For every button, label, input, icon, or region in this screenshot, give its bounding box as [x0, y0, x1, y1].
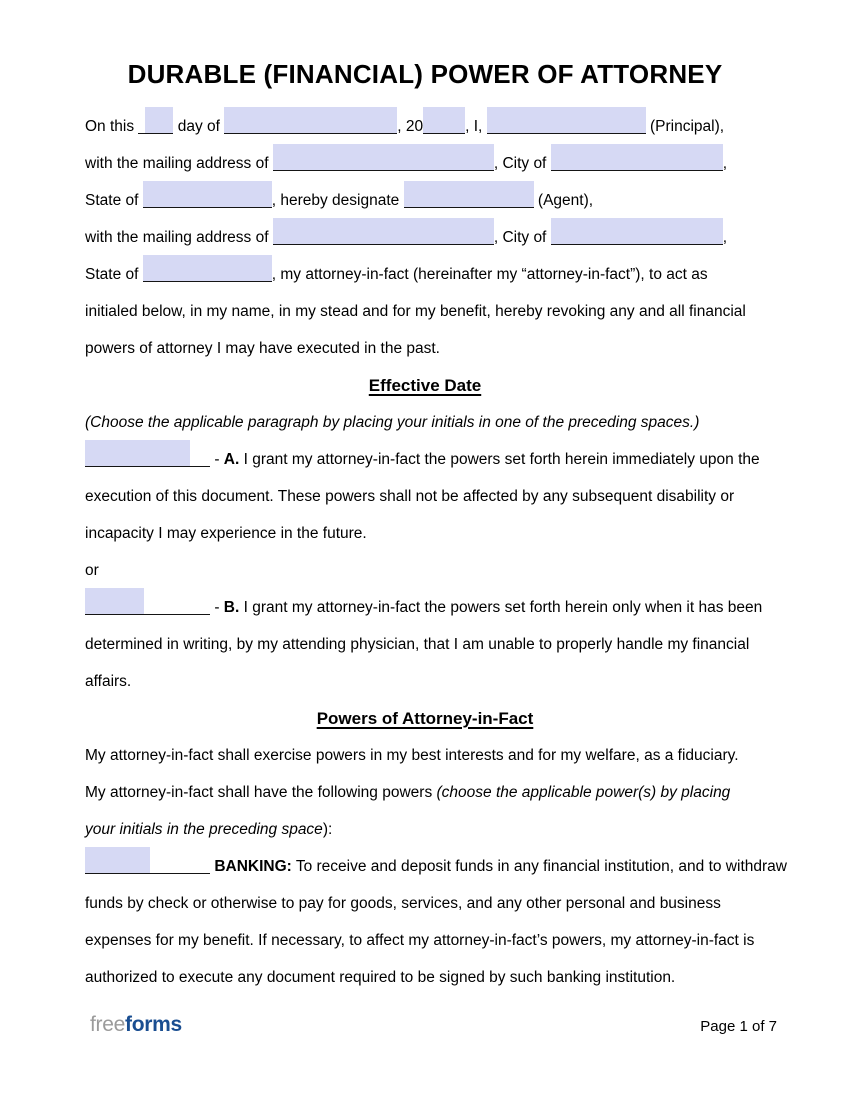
logo-text-forms: forms — [125, 1013, 182, 1036]
initials-option-a-field[interactable] — [85, 440, 210, 467]
intro-line-1 — [85, 99, 765, 136]
text-run: initialed below, in my name, in my stead and for my benefit, hereby revoking any and all financial — [85, 303, 746, 320]
agent-name-field[interactable] — [404, 181, 534, 208]
intro-line-3 — [85, 173, 765, 210]
intro-line-7 — [85, 321, 765, 358]
text-run: (Principal), — [650, 118, 725, 135]
field-highlight — [551, 218, 723, 244]
text-run: with the mailing address of — [85, 229, 269, 246]
text-run: execution of this document. These powers shall not be affected by any subsequent disability or — [85, 488, 735, 505]
option-a-line-1 — [85, 432, 765, 469]
text-run: My attorney-in-fact shall exercise powers in my best interests and for my welfare, as a fiduciary. — [85, 747, 739, 764]
agent-state-field[interactable] — [143, 255, 272, 282]
or-separator — [85, 543, 765, 580]
field-highlight — [404, 181, 534, 207]
section-heading: Effective Date — [368, 376, 482, 395]
field-highlight — [224, 107, 397, 133]
text-run: My attorney-in-fact shall have the following powers — [85, 784, 437, 801]
option-a-line-2 — [85, 469, 765, 506]
agent-address-field[interactable] — [273, 218, 494, 245]
section-heading: Powers of Attorney-in-Fact — [316, 709, 534, 728]
banking-line-2 — [85, 876, 765, 913]
powers-intro-line-1 — [85, 728, 765, 765]
text-run: (choose the applicable power(s) by placing — [436, 784, 731, 801]
banking-line-4 — [85, 950, 765, 987]
text-run: funds by check or otherwise to pay for goods, services, and any other personal and business — [85, 895, 721, 912]
text-run: , 20 — [397, 118, 424, 135]
text-run: with the mailing address of — [85, 155, 269, 172]
option-b-line-1 — [85, 580, 765, 617]
principal-city-field[interactable] — [551, 144, 723, 171]
option-b-label: B. — [223, 599, 240, 616]
text-run: , my attorney-in-fact (hereinafter my “attorney-in-fact”), to act as — [271, 266, 708, 283]
agent-city-field[interactable] — [551, 218, 723, 245]
field-highlight — [145, 107, 173, 133]
banking-label: BANKING: — [214, 858, 292, 875]
powers-intro-line-2 — [85, 765, 765, 802]
text-run: , — [722, 155, 727, 172]
text-run: or — [85, 562, 99, 579]
field-highlight — [85, 440, 190, 466]
month-field[interactable] — [224, 107, 397, 134]
option-a-label: A. — [223, 451, 240, 468]
intro-line-2 — [85, 136, 765, 173]
principal-name-field[interactable] — [487, 107, 646, 134]
intro-line-4 — [85, 210, 765, 247]
intro-line-6 — [85, 284, 765, 321]
field-highlight — [143, 181, 272, 207]
page-number: Page 1 of 7 — [700, 1018, 777, 1035]
text-run: - — [214, 451, 224, 468]
option-b-line-3 — [85, 654, 765, 691]
day-field[interactable] — [138, 107, 173, 134]
intro-line-5 — [85, 247, 765, 284]
text-run: expenses for my benefit. If necessary, to affect my attorney-in-fact’s powers, my attorney-in-fact is — [85, 932, 755, 949]
principal-address-field[interactable] — [273, 144, 494, 171]
text-run: On this — [85, 118, 135, 135]
field-highlight — [487, 107, 646, 133]
field-highlight — [85, 847, 150, 873]
banking-line-1 — [85, 839, 787, 876]
effective-date-heading — [85, 358, 765, 395]
text-run: , I, — [465, 118, 483, 135]
field-highlight — [143, 255, 272, 281]
text-run: , — [722, 229, 727, 246]
text-run: powers of attorney I may have executed in the past. — [85, 340, 440, 357]
effective-date-note — [85, 395, 765, 432]
text-run: ): — [322, 821, 333, 838]
initials-banking-field[interactable] — [85, 847, 210, 874]
text-run: day of — [177, 118, 220, 135]
text-run: , City of — [493, 229, 547, 246]
option-a-line-3 — [85, 506, 765, 543]
document-title: DURABLE (FINANCIAL) POWER OF ATTORNEY — [127, 59, 723, 89]
principal-state-field[interactable] — [143, 181, 272, 208]
field-highlight — [551, 144, 723, 170]
powers-intro-line-3 — [85, 802, 765, 839]
field-highlight — [423, 107, 465, 133]
option-b-line-2 — [85, 617, 765, 654]
field-highlight — [85, 588, 144, 614]
text-run: (Choose the applicable paragraph by placing your initials in one of the preceding spaces.) — [85, 414, 700, 431]
text-run: (Agent), — [537, 192, 594, 209]
text-run: incapacity I may experience in the future. — [85, 525, 367, 542]
text-run: I grant my attorney-in-fact the powers set forth herein only when it has been — [239, 599, 763, 616]
text-run: affairs. — [85, 673, 132, 690]
document-content — [0, 57, 847, 987]
text-run: - — [214, 599, 224, 616]
logo-text-free: free — [90, 1013, 125, 1036]
text-run: determined in writing, by my attending physician, that I am unable to properly handle my financial — [85, 636, 750, 653]
field-highlight — [273, 218, 494, 244]
freeforms-logo — [90, 1013, 182, 1037]
powers-heading — [85, 691, 765, 728]
banking-line-3 — [85, 913, 765, 950]
field-highlight — [273, 144, 494, 170]
text-run: authorized to execute any document required to be signed by such banking institution. — [85, 969, 676, 986]
text-run: your initials in the preceding space — [85, 821, 323, 838]
page-footer — [0, 1013, 847, 1037]
initials-option-b-field[interactable] — [85, 588, 210, 615]
year-field[interactable] — [423, 107, 465, 134]
text-run: , City of — [493, 155, 547, 172]
text-run: , hereby designate — [271, 192, 400, 209]
text-run: State of — [85, 266, 139, 283]
text-run: To receive and deposit funds in any financial institution, and to withdraw — [291, 858, 787, 875]
text-run: State of — [85, 192, 139, 209]
text-run: I grant my attorney-in-fact the powers set forth herein immediately upon the — [239, 451, 760, 468]
